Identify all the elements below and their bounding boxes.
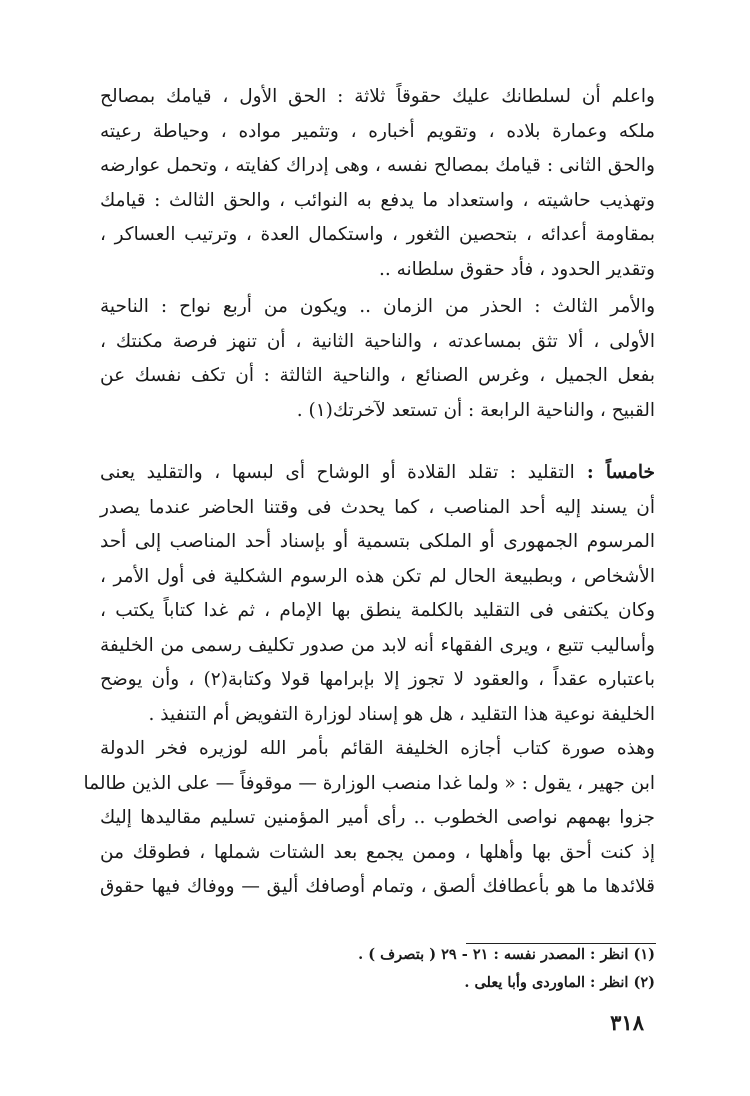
text-line: بفعل الجميل ، وغرس الصنائع ، والناحية الثالثة : أن تكف نفسك عن <box>100 365 655 386</box>
text-line: الأولى ، ألا تثق بمساعدته ، والناحية الثانية ، أن تنهز فرصة مكنتك ، <box>100 330 655 352</box>
page-number: ٣١٨ <box>610 1010 644 1035</box>
text-line <box>100 456 655 491</box>
text-line: وتهذيب حاشيته ، واستعداد ما يدفع به النوائب ، والحق الثالث : قيامك <box>100 189 655 211</box>
section-lead: خامساً : <box>574 462 655 483</box>
text-line: الخليفة نوعية هذا التقليد ، هل هو إسناد لوزارة التفويض أم التنفيذ . <box>148 703 655 725</box>
footnote-2: (٢) انظر : الماوردى وأبا يعلى . <box>464 974 655 991</box>
text-line: قلائدها ما هو بأعطافك ألصق ، وتمام أوصافك أليق — ووفاك فيها حقوق <box>100 876 655 897</box>
paragraph-2 <box>100 290 655 428</box>
text-line: بمقاومة أعدائه ، بتحصين الثغور ، واستكمال العدة ، وترتيب العساكر ، <box>100 224 655 245</box>
text-line: إذ كنت أحق بها وأهلها ، وممن يجمع بعد الشتات شملها ، فطوقك من <box>100 841 655 863</box>
footnotes <box>280 941 655 997</box>
text-line: ملكه وعمارة بلاده ، وتقويم أخباره ، وتثمير مواده ، وحياطة رعيته <box>100 120 655 142</box>
text-line: وهذه صورة كتاب أجازه الخليفة القائم بأمر الله لوزيره فخر الدولة <box>100 738 655 759</box>
text-line: وأساليب تتبع ، ويرى الفقهاء أنه لابد من صدور تكليف رسمى من الخليفة <box>100 634 655 656</box>
text-line: ابن جهير ، يقول : « ولما غدا منصب الوزارة — موقوفاً — على الذين طالما <box>83 772 655 794</box>
text-line: والأمر الثالث : الحذر من الزمان .. ويكون من أربع نواح : الناحية <box>100 296 655 317</box>
text-line: واعلم أن لسلطانك عليك حقوقاً ثلاثة : الحق الأول ، قيامك بمصالح <box>100 86 655 107</box>
text-line: باعتباره عقداً ، والعقود لا تجوز إلا بإبرامها قولا وكتابة(٢) ، وأن يوضح <box>100 669 655 690</box>
text-line: الأشخاص ، وبطبيعة الحال لم تكن هذه الرسوم الشكلية فى أول الأمر ، <box>100 565 655 587</box>
paragraph-3 <box>100 456 655 732</box>
text-line: وتقدير الحدود ، فأد حقوق سلطانه .. <box>378 258 655 280</box>
text-line: جزوا بهمهم نواصى الخطوب .. رأى أمير المؤمنين تسليم مقاليدها إليك <box>100 807 655 828</box>
text-line: والحق الثانى : قيامك بمصالح نفسه ، وهى إدراك كفايته ، وتحمل عوارضه <box>100 155 655 176</box>
text-line: أن يسند إليه أحد المناصب ، كما يحدث فى وقتنا الحاضر عندما يصدر <box>100 496 655 518</box>
text-line-body: التقليد : تقلد القلادة أو الوشاح أى لبسها ، والتقليد يعنى <box>100 462 575 483</box>
text-line: القبيح ، والناحية الرابعة : أن تستعد لآخرتك(١) . <box>296 399 655 421</box>
paragraph-1 <box>100 80 655 287</box>
footnote-1: (١) انظر : المصدر نفسه : ٢١ - ٢٩ ( بتصرف ) . <box>358 946 655 963</box>
text-line: وكان يكتفى فى التقليد بالكلمة ينطق بها الإمام ، ثم غدا كتاباً يكتب ، <box>100 600 655 621</box>
paragraph-4 <box>83 732 655 905</box>
text-line: المرسوم الجمهورى أو الملكى بتسمية أو بإسناد أحد المناصب إلى أحد <box>100 531 655 552</box>
